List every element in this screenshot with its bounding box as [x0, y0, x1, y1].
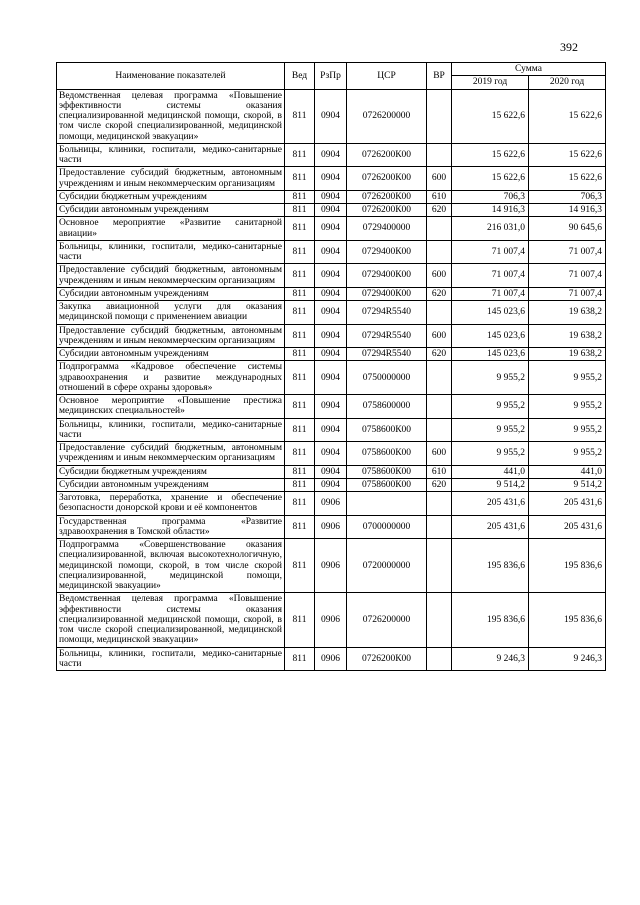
- table-row: [57, 492, 606, 516]
- cell-ved: 811: [285, 287, 315, 300]
- cell-vr: [427, 515, 452, 539]
- cell-2020: 71 007,4: [529, 287, 606, 300]
- cell-vr: [427, 217, 452, 241]
- cell-name: Заготовка, переработка, хранение и обеспечение безопасности донорской крови и её компонентов: [57, 492, 285, 516]
- cell-ved: 811: [285, 539, 315, 593]
- cell-csr: 0729400000: [347, 217, 427, 241]
- table-row: [57, 264, 606, 288]
- cell-vr: 600: [427, 324, 452, 348]
- cell-csr: 0729400К00: [347, 264, 427, 288]
- cell-ved: 811: [285, 442, 315, 466]
- cell-ved: 811: [285, 361, 315, 395]
- cell-vr: [427, 361, 452, 395]
- cell-ved: 811: [285, 478, 315, 491]
- cell-name: Больницы, клиники, госпитали, медико-санитарные части: [57, 240, 285, 264]
- table-row: [57, 204, 606, 217]
- cell-2020: 9 955,2: [529, 395, 606, 419]
- cell-2019: 706,3: [452, 190, 529, 203]
- table-row: [57, 89, 606, 143]
- cell-2019: 71 007,4: [452, 240, 529, 264]
- cell-name: Больницы, клиники, госпитали, медико-санитарные части: [57, 143, 285, 167]
- cell-vr: [427, 89, 452, 143]
- cell-name: Закупка авиационной услуги для оказания медицинской помощи с применением авиации: [57, 301, 285, 325]
- cell-2020: 14 916,3: [529, 204, 606, 217]
- cell-ved: 811: [285, 204, 315, 217]
- table-row: [57, 324, 606, 348]
- cell-ved: 811: [285, 240, 315, 264]
- cell-csr: 0700000000: [347, 515, 427, 539]
- table-row: [57, 395, 606, 419]
- cell-ved: 811: [285, 418, 315, 442]
- cell-2019: 195 836,6: [452, 593, 529, 647]
- cell-2020: 19 638,2: [529, 348, 606, 361]
- cell-rzpr: 0904: [315, 361, 347, 395]
- header-ved: Вед: [285, 63, 315, 90]
- cell-2019: 205 431,6: [452, 492, 529, 516]
- cell-csr: 0726200К00: [347, 647, 427, 671]
- cell-vr: [427, 492, 452, 516]
- cell-ved: 811: [285, 395, 315, 419]
- header-2020: 2020 год: [529, 76, 606, 89]
- cell-2019: 71 007,4: [452, 264, 529, 288]
- cell-vr: [427, 395, 452, 419]
- table-row: [57, 539, 606, 593]
- table-row: [57, 287, 606, 300]
- table-body: [57, 89, 606, 671]
- cell-rzpr: 0904: [315, 240, 347, 264]
- page-number: 392: [560, 40, 578, 54]
- cell-2020: 71 007,4: [529, 264, 606, 288]
- cell-2020: 19 638,2: [529, 324, 606, 348]
- cell-rzpr: 0904: [315, 89, 347, 143]
- cell-ved: 811: [285, 593, 315, 647]
- cell-2020: 15 622,6: [529, 89, 606, 143]
- cell-2020: 9 955,2: [529, 361, 606, 395]
- cell-rzpr: 0906: [315, 515, 347, 539]
- cell-ved: 811: [285, 515, 315, 539]
- cell-csr: 0758600К00: [347, 418, 427, 442]
- cell-2019: 14 916,3: [452, 204, 529, 217]
- cell-csr: 0758600К00: [347, 478, 427, 491]
- cell-ved: 811: [285, 264, 315, 288]
- cell-ved: 811: [285, 301, 315, 325]
- table-row: [57, 190, 606, 203]
- cell-2019: 195 836,6: [452, 539, 529, 593]
- cell-2019: 9 246,3: [452, 647, 529, 671]
- cell-2019: 9 955,2: [452, 361, 529, 395]
- table-row: [57, 515, 606, 539]
- cell-csr: 07294R5540: [347, 348, 427, 361]
- cell-2020: 9 955,2: [529, 442, 606, 466]
- cell-name: Предоставление субсидий бюджетным, автономным учреждениям и иным некоммерческим организациям: [57, 324, 285, 348]
- cell-rzpr: 0904: [315, 301, 347, 325]
- cell-rzpr: 0904: [315, 442, 347, 466]
- cell-csr: 07294R5540: [347, 324, 427, 348]
- cell-csr: [347, 492, 427, 516]
- header-2019: 2019 год: [452, 76, 529, 89]
- cell-vr: [427, 240, 452, 264]
- cell-csr: 0729400К00: [347, 287, 427, 300]
- cell-rzpr: 0904: [315, 167, 347, 191]
- cell-2019: 9 955,2: [452, 395, 529, 419]
- cell-vr: 600: [427, 442, 452, 466]
- cell-csr: 0726200000: [347, 593, 427, 647]
- table-row: [57, 465, 606, 478]
- cell-name: Государственная программа «Развитие здравоохранения в Томской области»: [57, 515, 285, 539]
- cell-csr: 0726200К00: [347, 143, 427, 167]
- cell-rzpr: 0904: [315, 324, 347, 348]
- table-row: [57, 167, 606, 191]
- cell-2020: 71 007,4: [529, 240, 606, 264]
- cell-name: Подпрограмма «Совершенствование оказания специализированной, включая высокотехнологичную, медицинской помощи, скорой, в том числе скорой специализированной, медицинской помощи, медицинской эвакуации»: [57, 539, 285, 593]
- cell-ved: 811: [285, 324, 315, 348]
- cell-2019: 15 622,6: [452, 143, 529, 167]
- cell-vr: 620: [427, 348, 452, 361]
- cell-vr: 610: [427, 190, 452, 203]
- cell-2020: 9 246,3: [529, 647, 606, 671]
- table-row: [57, 361, 606, 395]
- budget-table: [56, 62, 606, 671]
- cell-rzpr: 0904: [315, 418, 347, 442]
- cell-2020: 19 638,2: [529, 301, 606, 325]
- cell-csr: 0758600000: [347, 395, 427, 419]
- table-row: [57, 217, 606, 241]
- cell-vr: 620: [427, 478, 452, 491]
- cell-ved: 811: [285, 190, 315, 203]
- cell-vr: [427, 593, 452, 647]
- cell-name: Больницы, клиники, госпитали, медико-санитарные части: [57, 647, 285, 671]
- cell-2020: 195 836,6: [529, 539, 606, 593]
- cell-rzpr: 0904: [315, 478, 347, 491]
- cell-2020: 441,0: [529, 465, 606, 478]
- cell-ved: 811: [285, 465, 315, 478]
- cell-2019: 71 007,4: [452, 287, 529, 300]
- cell-2019: 9 955,2: [452, 418, 529, 442]
- table-row: [57, 348, 606, 361]
- cell-name: Субсидии бюджетным учреждениям: [57, 465, 285, 478]
- cell-vr: [427, 301, 452, 325]
- cell-2019: 441,0: [452, 465, 529, 478]
- cell-rzpr: 0904: [315, 143, 347, 167]
- cell-rzpr: 0904: [315, 348, 347, 361]
- cell-csr: 0726200К00: [347, 190, 427, 203]
- cell-csr: 0720000000: [347, 539, 427, 593]
- cell-2019: 9 955,2: [452, 442, 529, 466]
- cell-vr: [427, 143, 452, 167]
- header-sum: Сумма: [452, 63, 606, 76]
- table-row: [57, 301, 606, 325]
- cell-name: Больницы, клиники, госпитали, медико-санитарные части: [57, 418, 285, 442]
- cell-name: Основное мероприятие «Развитие санитарной авиации»: [57, 217, 285, 241]
- cell-2020: 15 622,6: [529, 167, 606, 191]
- cell-vr: [427, 418, 452, 442]
- cell-csr: 0726200000: [347, 89, 427, 143]
- table-row: [57, 143, 606, 167]
- cell-vr: 610: [427, 465, 452, 478]
- cell-2019: 145 023,6: [452, 301, 529, 325]
- table-row: [57, 240, 606, 264]
- cell-2019: 145 023,6: [452, 324, 529, 348]
- cell-csr: 0758600К00: [347, 442, 427, 466]
- cell-vr: 600: [427, 264, 452, 288]
- cell-ved: 811: [285, 89, 315, 143]
- cell-ved: 811: [285, 217, 315, 241]
- cell-2020: 15 622,6: [529, 143, 606, 167]
- table-row: [57, 593, 606, 647]
- cell-csr: 0758600К00: [347, 465, 427, 478]
- cell-2020: 90 645,6: [529, 217, 606, 241]
- cell-name: Основное мероприятие «Повышение престижа медицинских специальностей»: [57, 395, 285, 419]
- cell-name: Предоставление субсидий бюджетным, автономным учреждениям и иным некоммерческим организациям: [57, 167, 285, 191]
- cell-csr: 07294R5540: [347, 301, 427, 325]
- cell-2019: 205 431,6: [452, 515, 529, 539]
- cell-name: Предоставление субсидий бюджетным, автономным учреждениям и иным некоммерческим организациям: [57, 442, 285, 466]
- cell-2019: 145 023,6: [452, 348, 529, 361]
- cell-2019: 15 622,6: [452, 89, 529, 143]
- cell-rzpr: 0904: [315, 395, 347, 419]
- cell-vr: [427, 539, 452, 593]
- cell-ved: 811: [285, 143, 315, 167]
- cell-2019: 9 514,2: [452, 478, 529, 491]
- table-row: [57, 442, 606, 466]
- cell-2019: 216 031,0: [452, 217, 529, 241]
- cell-rzpr: 0904: [315, 190, 347, 203]
- cell-rzpr: 0906: [315, 492, 347, 516]
- cell-name: Ведомственная целевая программа «Повышение эффективности системы оказания специализированной медицинской помощи, скорой, в том числе скорой специализированной, медицинской помощи, медицинской эвакуации»: [57, 593, 285, 647]
- cell-name: Субсидии автономным учреждениям: [57, 204, 285, 217]
- table-row: [57, 478, 606, 491]
- header-name: Наименование показателей: [57, 63, 285, 90]
- header-csr: ЦСР: [347, 63, 427, 90]
- cell-rzpr: 0906: [315, 593, 347, 647]
- header-rzpr: РзПр: [315, 63, 347, 90]
- cell-ved: 811: [285, 348, 315, 361]
- cell-ved: 811: [285, 492, 315, 516]
- cell-name: Субсидии автономным учреждениям: [57, 287, 285, 300]
- cell-2020: 9 955,2: [529, 418, 606, 442]
- cell-csr: 0750000000: [347, 361, 427, 395]
- cell-rzpr: 0904: [315, 465, 347, 478]
- cell-2019: 15 622,6: [452, 167, 529, 191]
- cell-name: Предоставление субсидий бюджетным, автономным учреждениям и иным некоммерческим организациям: [57, 264, 285, 288]
- cell-vr: 620: [427, 287, 452, 300]
- cell-2020: 195 836,6: [529, 593, 606, 647]
- cell-name: Субсидии автономным учреждениям: [57, 348, 285, 361]
- cell-csr: 0729400К00: [347, 240, 427, 264]
- table-row: [57, 647, 606, 671]
- cell-vr: 600: [427, 167, 452, 191]
- cell-rzpr: 0904: [315, 204, 347, 217]
- cell-rzpr: 0906: [315, 539, 347, 593]
- cell-vr: 620: [427, 204, 452, 217]
- cell-rzpr: 0904: [315, 264, 347, 288]
- cell-ved: 811: [285, 167, 315, 191]
- cell-2020: 205 431,6: [529, 515, 606, 539]
- cell-ved: 811: [285, 647, 315, 671]
- cell-csr: 0726200К00: [347, 204, 427, 217]
- cell-vr: [427, 647, 452, 671]
- cell-name: Субсидии бюджетным учреждениям: [57, 190, 285, 203]
- cell-name: Субсидии автономным учреждениям: [57, 478, 285, 491]
- cell-rzpr: 0904: [315, 217, 347, 241]
- cell-rzpr: 0904: [315, 287, 347, 300]
- cell-name: Подпрограмма «Кадровое обеспечение системы здравоохранения и развитие международных отношений в сфере охраны здоровья»: [57, 361, 285, 395]
- table-row: [57, 418, 606, 442]
- header-vr: ВР: [427, 63, 452, 90]
- cell-2020: 205 431,6: [529, 492, 606, 516]
- cell-2020: 9 514,2: [529, 478, 606, 491]
- cell-csr: 0726200К00: [347, 167, 427, 191]
- cell-name: Ведомственная целевая программа «Повышение эффективности системы оказания специализированной медицинской помощи, скорой, в том числе скорой специализированной, медицинской помощи, медицинской эвакуации»: [57, 89, 285, 143]
- cell-2020: 706,3: [529, 190, 606, 203]
- cell-rzpr: 0906: [315, 647, 347, 671]
